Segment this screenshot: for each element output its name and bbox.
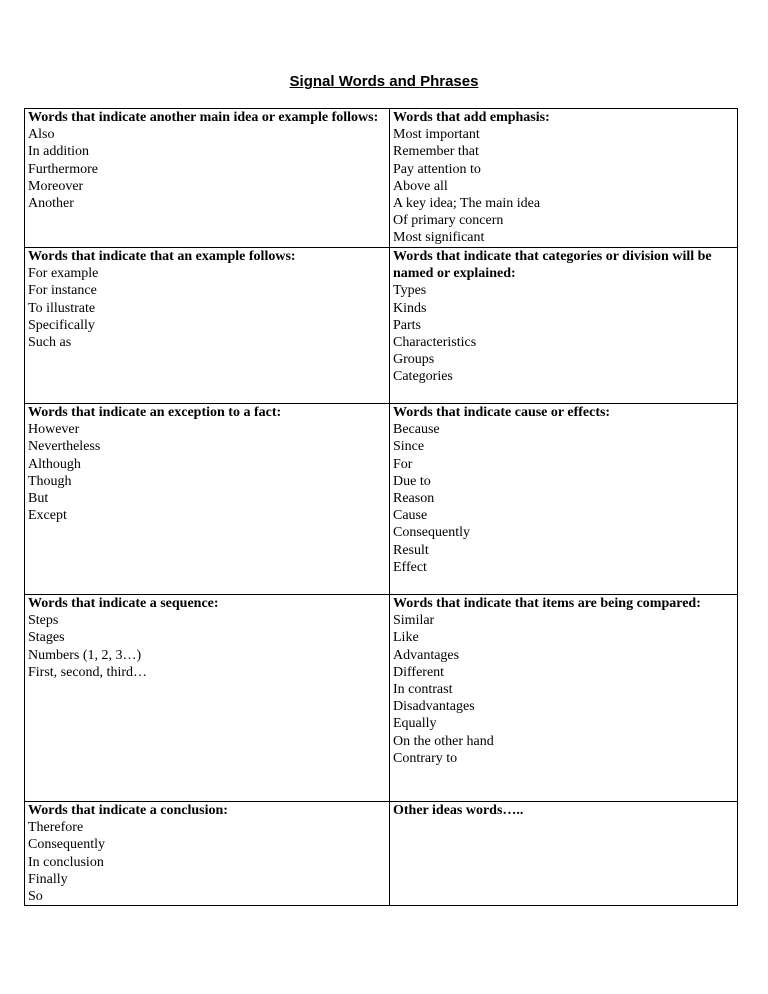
cell-heading: Words that indicate that items are being compared: [393, 596, 701, 611]
list-item: Since [393, 439, 425, 455]
list-item: In contrast [393, 682, 453, 698]
list-item: A key idea; The main idea [393, 196, 541, 212]
list-item: Therefore [28, 820, 84, 836]
list-item: Also [28, 127, 55, 143]
list-item: Contrary to [393, 750, 458, 766]
table-cell [25, 595, 390, 802]
list-item: Like [393, 630, 419, 646]
table-cell [25, 404, 390, 595]
table-row [25, 248, 738, 404]
list-item: Equally [393, 716, 437, 732]
cell-heading: Words that add emphasis: [393, 110, 550, 125]
list-item: Numbers (1, 2, 3…) [28, 647, 142, 663]
table-row [25, 595, 738, 802]
list-item: In addition [28, 144, 90, 160]
list-item: Categories [393, 369, 453, 385]
list-item: Different [393, 664, 445, 680]
list-item: Except [28, 508, 67, 524]
list-item: Characteristics [393, 335, 477, 351]
cell-heading: Words that indicate an exception to a fact: [28, 405, 282, 420]
list-item: Of primary concern [393, 213, 504, 229]
list-item: Groups [393, 352, 435, 368]
table-cell [25, 802, 390, 906]
cell-heading: Words that indicate a conclusion: [28, 803, 228, 818]
list-item: Finally [28, 871, 68, 887]
list-item: Result [393, 542, 429, 558]
list-item: Although [28, 456, 81, 472]
table-cell [390, 248, 738, 404]
list-item: Disadvantages [393, 699, 475, 715]
table-row [25, 109, 738, 248]
list-item: So [28, 889, 43, 905]
list-item: For example [28, 266, 99, 282]
list-item: Types [393, 283, 427, 299]
list-item: Another [28, 196, 74, 212]
list-item: Most important [393, 127, 480, 143]
list-item: First, second, third… [28, 664, 147, 680]
table-cell [25, 109, 390, 248]
list-item: Steps [28, 613, 59, 629]
list-item: Similar [393, 613, 435, 629]
list-item: Though [28, 473, 72, 489]
list-item: Such as [28, 335, 72, 351]
list-item: Kinds [393, 300, 427, 316]
list-item: Cause [393, 508, 428, 524]
list-item: Due to [393, 473, 431, 489]
list-item: Consequently [28, 837, 105, 853]
list-item: To illustrate [28, 300, 96, 316]
signal-words-table [24, 108, 738, 906]
list-item: Effect [393, 559, 427, 575]
list-item: But [28, 491, 49, 507]
list-item: Pay attention to [393, 161, 481, 177]
cell-heading: Words that indicate that an example follows: [28, 249, 296, 264]
list-item: Specifically [28, 317, 95, 333]
list-item: Above all [393, 178, 448, 194]
list-item: Nevertheless [28, 439, 101, 455]
list-item: Reason [393, 491, 435, 507]
list-item: Stages [28, 630, 65, 646]
list-item: For [393, 456, 413, 472]
list-item: In conclusion [28, 854, 104, 870]
cell-heading: Words that indicate cause or effects: [393, 405, 611, 420]
list-item: Because [393, 422, 440, 438]
cell-heading: Words that indicate another main idea or example follows: [28, 110, 379, 125]
table-row [25, 802, 738, 906]
cell-heading: Words that indicate a sequence: [28, 596, 219, 611]
list-item: Advantages [393, 647, 460, 663]
table-cell [390, 109, 738, 248]
page-title: Signal Words and Phrases [289, 73, 479, 90]
list-item: On the other hand [393, 733, 494, 749]
list-item: Parts [393, 317, 421, 333]
table-cell [25, 248, 390, 404]
table-cell [390, 802, 738, 906]
table-row [25, 404, 738, 595]
list-item: Most significant [393, 230, 485, 246]
table-cell [390, 595, 738, 802]
list-item: However [28, 422, 80, 438]
cell-heading: Words that indicate that categories or division will be named or explained: [393, 249, 712, 282]
list-item: For instance [28, 283, 97, 299]
cell-heading: Other ideas words….. [393, 803, 524, 818]
list-item: Consequently [393, 525, 470, 541]
list-item: Moreover [28, 178, 84, 194]
table-cell [390, 404, 738, 595]
list-item: Remember that [393, 144, 479, 160]
list-item: Furthermore [28, 161, 98, 177]
